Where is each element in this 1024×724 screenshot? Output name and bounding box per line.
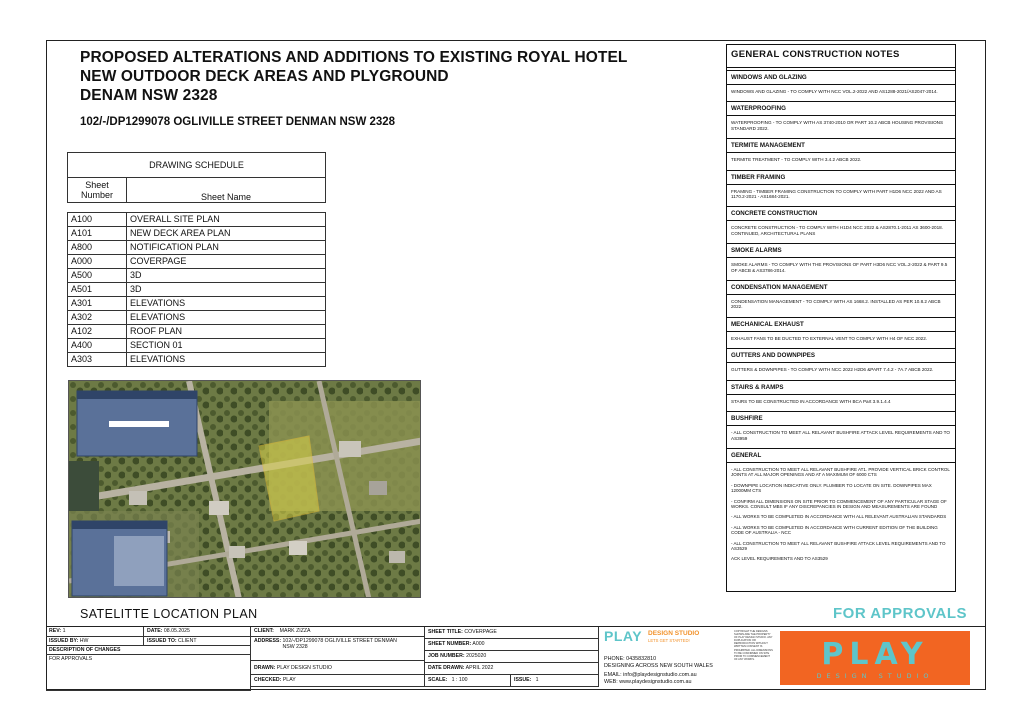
tb-sheet-title <box>425 627 599 639</box>
tb-scale-value: 1 : 100 <box>451 677 468 683</box>
schedule-col-number: Sheet Number <box>68 178 127 203</box>
tb-drawn-label: DRAWN: <box>254 665 276 671</box>
tb-client <box>251 627 425 637</box>
tb-client-value: MARK ZIZZA <box>279 628 311 634</box>
schedule-row <box>68 283 326 297</box>
schedule-sheet-name: NEW DECK AREA PLAN <box>127 227 326 241</box>
tb-date-drawn-value: APRIL 2022 <box>465 665 494 671</box>
satellite-image <box>68 380 421 598</box>
tb-job-number-label: JOB NUMBER: <box>428 653 465 659</box>
tb-sheet-title-value: COVERPAGE <box>464 629 497 635</box>
notes-general-item: - ALL CONSTRUCTION TO MEET ALL RELAVANT BUSHFIRE ATTACK LEVEL REQUIREMENTS AND TO AS3529 <box>731 540 946 551</box>
schedule-sheet-number: A302 <box>68 311 127 325</box>
studio-email[interactable]: EMAIL: info@playdesignstudio.com.au <box>604 672 697 678</box>
project-title-line-3: DENAM NSW 2328 <box>80 87 218 104</box>
schedule-sheet-name: COVERPAGE <box>127 255 326 269</box>
schedule-sheet-name: ELEVATIONS <box>127 311 326 325</box>
schedule-row <box>68 339 326 353</box>
notes-section-heading: GUTTERS AND DOWNPIPES <box>727 348 955 363</box>
tb-issue <box>511 675 599 687</box>
notes-section-heading: STAIRS & RAMPS <box>727 380 955 395</box>
schedule-sheet-number: A800 <box>68 241 127 255</box>
copyright-notice: COPYRIGHT THE DESIGNS SHOWN ARE THE PROPERTY OF PLAY DESIGN STUDIO. ANY DUPLICATION OR REPRODUCTION WITHOUT WRITTEN CONSENT IS PROHIBITED. ALL DIMENSIONS TO BE CONFIRMED ON SITE PRIOR TO COMMENCEMENT OF ANY WORKS. <box>734 630 773 661</box>
tb-drawn <box>251 661 425 675</box>
tb-description-heading <box>46 646 251 655</box>
notes-general-item: - ALL WORKS TO BE COMPLETED IN ACCORDANCE WITH CURRENT EDITION OF THE BUILDING CODE OF AUSTRALIA - NCC <box>731 524 938 536</box>
notes-section-text: TERMITE TREATMENT - TO COMPLY WITH 3.4.2 ABCB 2022. <box>731 157 862 163</box>
schedule-row <box>68 353 326 367</box>
schedule-sheet-number: A100 <box>68 213 127 227</box>
schedule-sheet-number: A400 <box>68 339 127 353</box>
schedule-sheet-number: A303 <box>68 353 127 367</box>
schedule-row <box>68 213 326 227</box>
tb-job-number-value: 2025020 <box>466 653 487 659</box>
notes-section-text: WINDOWS AND GLAZING - TO COMPLY WITH NCC VOL.2-2022 AND AS1288-2021/AS2047-2014. <box>731 89 938 94</box>
svg-text:PLAY: PLAY <box>821 637 929 672</box>
satellite-plan-label: SATELITTE LOCATION PLAN <box>80 607 258 621</box>
tb-job-number <box>425 651 599 663</box>
schedule-sheet-number: A500 <box>68 269 127 283</box>
schedule-sheet-name: ELEVATIONS <box>127 353 326 367</box>
schedule-row <box>68 297 326 311</box>
schedule-sheet-number: A301 <box>68 297 127 311</box>
notes-section-heading: WATERPROOFING <box>727 101 955 116</box>
tb-issued-by-label: ISSUED BY: <box>49 638 79 644</box>
notes-section-text: CONDENSATION MANAGEMENT - TO COMPLY WITH AS 1668.2. INSTALLED AS PER 10.8.2 ABCB 2022. <box>731 299 941 310</box>
schedule-row <box>68 311 326 325</box>
notes-section-text: STAIRS TO BE CONSTRUCTED IN ACCORDANCE WITH BCA Part 3.9.1.4.4 <box>731 398 891 404</box>
tb-date-label: DATE: <box>147 628 163 634</box>
notes-general-item: - CONFIRM ALL DIMENSIONS ON SITE PRIOR TO COMMENCEMENT OF ANY PARTICULAR STAGE OF WORKS. CONSULT MBS IF ANY DISCREPANCIES IN DESIGN AND MEASUREMENTS ARE FOUND <box>731 498 947 509</box>
schedule-spacer <box>68 203 326 213</box>
notes-general-item: - DOWNPIPE LOCATION INDICATIVE ONLY. PLUMBER TO LOCATE ON SITE. DOWNPIPES MAX 12000MM CTS <box>731 482 932 494</box>
project-address: 102/-/DP1299078 OGLIVILLE STREET DENMAN NSW 2328 <box>80 116 396 128</box>
tb-address-label: ADDRESS: <box>254 638 282 644</box>
tb-issued-by-value: HW <box>79 638 89 644</box>
tb-checked-label: CHECKED: <box>254 677 282 683</box>
studio-phone: PHONE: 0435832810 <box>604 656 657 662</box>
notes-section-heading: TIMBER FRAMING <box>727 170 955 185</box>
notes-general-items <box>727 463 955 572</box>
tb-rev-value: 1 <box>62 628 66 634</box>
tb-sheet-number-value: A000 <box>472 641 485 647</box>
schedule-sheet-name: ROOF PLAN <box>127 325 326 339</box>
notes-section-text: GUTTERS & DOWNPIPES - TO COMPLY WITH NCC 2022 H2D6 &PART 7.4.2 - 7A.7 ABCB 2022. <box>731 367 934 373</box>
schedule-sheet-number: A000 <box>68 255 127 269</box>
construction-notes-panel <box>726 44 956 592</box>
tb-issued-to-label: ISSUED TO: <box>147 638 177 644</box>
schedule-row <box>68 255 326 269</box>
notes-section-text: EXHAUST FANS TO BE DUCTED TO EXTERNAL VENT TO COMPLY WITH H4 OF NCC 2022. <box>731 335 928 341</box>
notes-general-item: - ALL WORKS TO BE COMPLETED IN ACCORDANCE WITH ALL RELEVANT AUSTRALIAN STANDARDS <box>731 514 947 520</box>
schedule-row <box>68 325 326 339</box>
schedule-sheet-name: OVERALL SITE PLAN <box>127 213 326 227</box>
tb-issued-by <box>46 637 144 646</box>
schedule-sheet-number: A102 <box>68 325 127 339</box>
notes-section-heading: TERMITE MANAGEMENT <box>727 138 955 153</box>
schedule-rows <box>68 213 326 367</box>
drawing-schedule-table <box>67 152 326 367</box>
tb-issued-to <box>144 637 251 646</box>
tb-rev-label: REV: <box>49 628 62 634</box>
play-design-studio-logo <box>780 631 970 685</box>
schedule-row <box>68 227 326 241</box>
tb-sheet-title-label: SHEET TITLE: <box>428 629 463 635</box>
studio-play-wordmark: PLAY <box>604 628 643 644</box>
schedule-sheet-name: NOTIFICATION PLAN <box>127 241 326 255</box>
tb-date-drawn-label: DATE DRAWN: <box>428 665 465 671</box>
notes-section-heading: CONCRETE CONSTRUCTION <box>727 206 955 221</box>
tb-drawn-value: PLAY DESIGN STUDIO <box>276 665 332 671</box>
notes-section-heading: WINDOWS AND GLAZING <box>727 70 955 85</box>
for-approvals-stamp: FOR APPROVALS <box>833 605 968 622</box>
tb-date-value: 08.05.2025 <box>163 628 190 634</box>
tb-checked <box>251 675 425 687</box>
tb-desc-value: FOR APPROVALS <box>49 656 93 662</box>
notes-section-heading: CONDENSATION MANAGEMENT <box>727 280 955 295</box>
notes-section-text: WATERPROOFING - TO COMPLY WITH AS 3740-2010 OR PART 10.2 ABCB HOUSING PROVISIONS STANDARD 2022. <box>731 120 944 131</box>
tb-client-label: CLIENT: <box>254 628 274 634</box>
tb-issued-to-value: CLIENT <box>178 638 197 644</box>
project-title-line-1: PROPOSED ALTERATIONS AND ADDITIONS TO EXISTING ROYAL HOTEL <box>80 49 628 66</box>
tb-scale-label: SCALE: <box>428 677 448 683</box>
notes-section-heading: SMOKE ALARMS <box>727 243 955 258</box>
tb-issue-value: 1 <box>535 677 539 683</box>
tb-rev <box>46 627 144 637</box>
schedule-sheet-name: 3D <box>127 269 326 283</box>
notes-section-text: FRAMING - TIMBER FRAMING CONSTRUCTION TO COMPLY WITH PART H1D6 NCC 2022 AND AS 1170.2-2021 - AS1684-2021. <box>731 188 942 200</box>
tb-scale <box>425 675 511 687</box>
schedule-sheet-name: ELEVATIONS <box>127 297 326 311</box>
schedule-row <box>68 269 326 283</box>
schedule-sheet-name: 3D <box>127 283 326 297</box>
schedule-sheet-name: SECTION 01 <box>127 339 326 353</box>
svg-text:DESIGN STUDIO: DESIGN STUDIO <box>816 672 934 680</box>
notes-sections <box>727 70 955 446</box>
notes-general-item: ACK LEVEL REQUIREMENTS AND TO AS3529 <box>731 556 828 562</box>
tb-address <box>251 637 425 661</box>
tb-date <box>144 627 251 637</box>
notes-general-item: - ALL CONSTRUCTION TO MEET ALL RELAVANT BUSHFIRE AT1. PROVIDE VERTICAL BRICK CONTROL JOINTS AT ALL MAJOR OPENINGS AND AT A MAXIMUM OF 6000 CTS <box>731 466 950 478</box>
notes-section-text: SMOKE ALARMS - TO COMPLY WITH THE PROVISIONS OF PART H3D6 NCC VOL.2-2022 & PART 9.5 OF ABCB & AS3786-2014. <box>731 262 948 273</box>
tb-sheet-number-label: SHEET NUMBER: <box>428 641 472 647</box>
studio-website[interactable]: WEB: www.playdesignstudio.com.au <box>604 679 692 685</box>
tb-sheet-number <box>425 639 599 651</box>
tb-description <box>46 655 251 691</box>
tb-checked-value: PLAY <box>282 677 296 683</box>
tb-address-value: 102/-/DP1299078 OGLIVILLE STREET DENMAN NSW 2328 <box>282 638 397 650</box>
studio-region: DESIGNING ACROSS NEW SOUTH WALES <box>604 663 713 669</box>
studio-tagline: LETS GET STARTED! <box>648 638 690 643</box>
notes-section-heading: BUSHFIRE <box>727 411 955 426</box>
notes-section-text: - ALL CONSTRUCTION TO MEET ALL RELAVANT BUSHFIRE ATTACK LEVEL REQUIREMENTS AND TO AS3959 <box>731 430 950 441</box>
schedule-row <box>68 241 326 255</box>
tb-desc-label: DESCRIPTION OF CHANGES <box>49 647 121 653</box>
schedule-title: DRAWING SCHEDULE <box>68 153 326 178</box>
tb-issue-label: ISSUE: <box>514 677 532 683</box>
notes-title: GENERAL CONSTRUCTION NOTES <box>727 45 955 68</box>
notes-section-heading: MECHANICAL EXHAUST <box>727 317 955 332</box>
notes-section-text: CONCRETE CONSTRUCTION - TO COMPLY WITH H1D4 NCC 2022 & AS2870.1-2011 AS 3600-2018. CONTINUED, ARCHITECTURAL PLANS <box>731 225 943 236</box>
notes-general-heading: GENERAL <box>727 448 955 463</box>
studio-name: DESIGN STUDIO <box>648 630 700 637</box>
tb-date-drawn <box>425 663 599 675</box>
project-title-line-2: NEW OUTDOOR DECK AREAS AND PLYGROUND <box>80 68 449 85</box>
schedule-sheet-number: A501 <box>68 283 127 297</box>
schedule-col-name: Sheet Name <box>127 178 326 203</box>
schedule-sheet-number: A101 <box>68 227 127 241</box>
